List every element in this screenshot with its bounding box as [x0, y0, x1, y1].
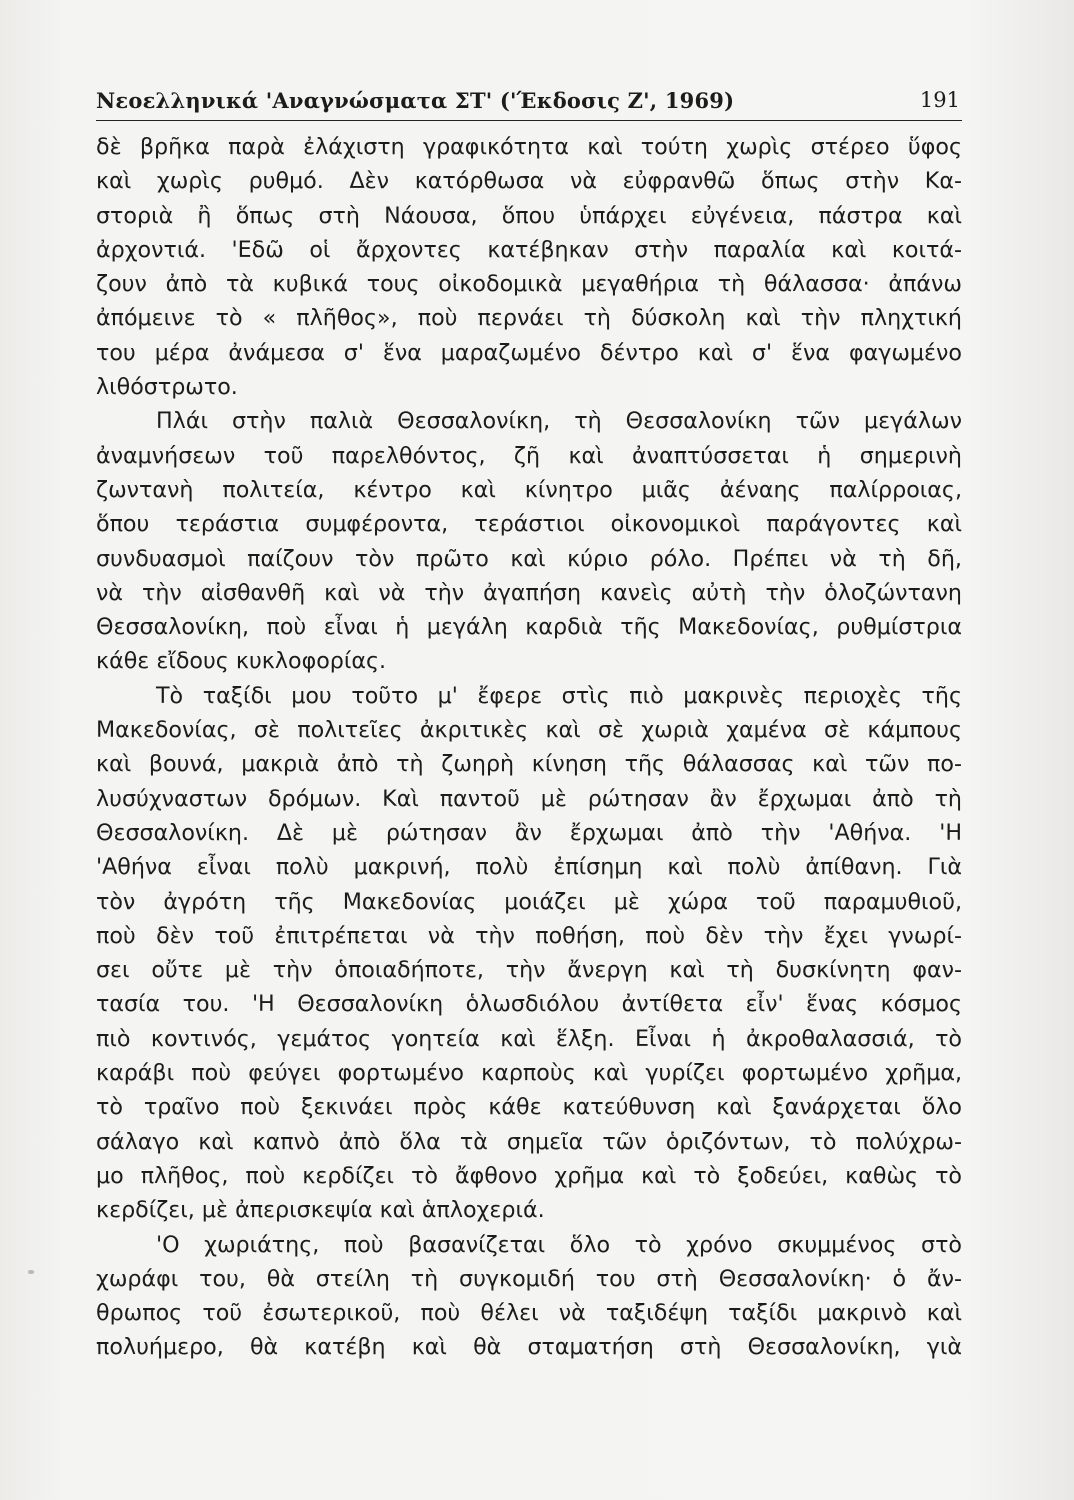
text-line: νὰ τὴν αἰσθανθῆ καὶ νὰ τὴν ἀγαπήση κανεὶς αὐτὴ τὴν ὁλοζώντανη	[96, 579, 962, 606]
text-line: σει οὔτε μὲ τὴν ὁποιαδήποτε, τὴν ἄνεργη καὶ τὴ δυσκίνητη φαν-	[96, 957, 962, 984]
text-line: Μακεδονίας, σὲ πολιτεῖες ἀκριτικὲς καὶ σὲ χωριὰ χαμένα σὲ κάμπους	[96, 717, 962, 744]
text-line: ὅπου τεράστια συμφέροντα, τεράστιοι οἰκονομικοὶ παράγοντες καὶ	[96, 511, 962, 538]
text-line: στοριὰ ἢ ὅπως στὴ Νάουσα, ὅπου ὑπάρχει εὐγένεια, πάστρα καὶ	[96, 202, 962, 229]
text-line: καράβι ποὺ φεύγει φορτωμένο καρποὺς καὶ γυρίζει φορτωμένο χρῆμα,	[96, 1060, 962, 1087]
text-line: δὲ βρῆκα παρὰ ἐλάχιστη γραφικότητα καὶ τούτη χωρὶς στέρεο ὕφος	[96, 134, 962, 160]
body-text	[96, 130, 962, 1365]
text-line: ζουν ἀπὸ τὰ κυβικά τους οἰκοδομικὰ μεγαθήρια τὴ θάλασσα· ἀπάνω	[96, 271, 962, 298]
text-line: χωράφι του, θὰ στείλη τὴ συγκομιδή του στὴ Θεσσαλονίκη· ὁ ἄν-	[96, 1265, 962, 1292]
text-line: καὶ βουνά, μακριὰ ἀπὸ τὴ ζωηρὴ κίνηση τῆς θάλασσας καὶ τῶν πο-	[96, 751, 962, 778]
text-line: τὸ τραῖνο ποὺ ξεκινάει πρὸς κάθε κατεύθυνση καὶ ξανάρχεται ὅλο	[96, 1094, 962, 1121]
text-line: ἀρχοντιά. 'Εδῶ οἱ ἄρχοντες κατέβηκαν στὴν παραλία καὶ κοιτά-	[96, 236, 962, 263]
text-line: καὶ χωρὶς ρυθμό. Δὲν κατόρθωσα νὰ εὐφρανθῶ ὅπως στὴν Κα-	[96, 168, 962, 195]
page-number: 191	[919, 88, 960, 112]
text-line: θρωπος τοῦ ἐσωτερικοῦ, ποὺ θέλει νὰ ταξιδέψη ταξίδι μακρινὸ καὶ	[96, 1300, 962, 1327]
paragraph	[96, 404, 962, 678]
text-line: 'Αθήνα εἶναι πολὺ μακρινή, πολὺ ἐπίσημη καὶ πολὺ ἀπίθανη. Γιὰ	[96, 854, 962, 881]
text-line: ζωντανὴ πολιτεία, κέντρο καὶ κίνητρο μιᾶς ἀέναης παλίρροιας,	[96, 476, 962, 503]
text-line: κερδίζει, μὲ ἀπερισκεψία καὶ ἁπλοχεριά.	[96, 1197, 545, 1224]
text-line: Πλάι στὴν παλιὰ Θεσσαλονίκη, τὴ Θεσσαλονίκη τῶν μεγάλων	[156, 408, 962, 435]
text-line: λιθόστρωτο.	[96, 374, 238, 401]
paragraph	[96, 130, 962, 404]
text-line: ποὺ δὲν τοῦ ἐπιτρέπεται νὰ τὴν ποθήση, ποὺ δὲν τὴν ἔχει γνωρί-	[96, 922, 962, 949]
paragraph	[96, 679, 962, 1228]
text-line: τὸν ἀγρότη τῆς Μακεδονίας μοιάζει μὲ χώρα τοῦ παραμυθιοῦ,	[96, 888, 962, 915]
text-line: λυσύχναστων δρόμων. Καὶ παντοῦ μὲ ρώτησαν ἂν ἔρχωμαι ἀπὸ τὴ	[96, 785, 962, 812]
text-line: Θεσσαλονίκη. Δὲ μὲ ρώτησαν ἂν ἔρχωμαι ἀπὸ τὴν 'Αθήνα. 'Η	[96, 819, 962, 846]
text-line: πιὸ κοντινός, γεμάτος γοητεία καὶ ἕλξη. Εἶναι ἡ ἀκροθαλασσιά, τὸ	[96, 1025, 962, 1052]
text-line: 'Ο χωριάτης, ποὺ βασανίζεται ὅλο τὸ χρόνο σκυμμένος στὸ	[156, 1231, 962, 1258]
text-line: ἀναμνήσεων τοῦ παρελθόντος, ζῆ καὶ ἀναπτύσσεται ἡ σημερινὴ	[96, 442, 962, 469]
text-line: του μέρα ἀνάμεσα σ' ἕνα μαραζωμένο δέντρο καὶ σ' ἕνα φαγωμένο	[96, 339, 962, 366]
text-line: ἀπόμεινε τὸ « πλῆθος», ποὺ περνάει τὴ δύσκολη καὶ τὴν πληχτική	[96, 305, 962, 332]
text-line: Τὸ ταξίδι μου τοῦτο μ' ἔφερε στὶς πιὸ μακρινὲς περιοχὲς τῆς	[156, 682, 962, 709]
running-header	[96, 80, 962, 121]
text-line: κάθε εἴδους κυκλοφορίας.	[96, 648, 387, 675]
header-title: Νεοελληνικά 'Αναγνώσματα ΣΤ' ('Έκδοσις Ζ', 1969)	[96, 88, 735, 113]
text-line: τασία του. 'Η Θεσσαλονίκη ὁλωσδιόλου ἀντίθετα εἶν' ἕνας κόσμος	[96, 991, 962, 1018]
text-line: σάλαγο καὶ καπνὸ ἀπὸ ὅλα τὰ σημεῖα τῶν ὁριζόντων, τὸ πολύχρω-	[96, 1128, 962, 1155]
text-line: μο πλῆθος, ποὺ κερδίζει τὸ ἄφθονο χρῆμα καὶ τὸ ξοδεύει, καθὼς τὸ	[96, 1162, 962, 1189]
paragraph	[96, 1228, 962, 1365]
margin-smudge	[28, 1270, 34, 1274]
text-line: Θεσσαλονίκη, ποὺ εἶναι ἡ μεγάλη καρδιὰ τῆς Μακεδονίας, ρυθμίστρια	[96, 614, 962, 641]
text-line: πολυήμερο, θὰ κατέβη καὶ θὰ σταματήση στὴ Θεσσαλονίκη, γιὰ	[96, 1334, 962, 1361]
text-line: συνδυασμοὶ παίζουν τὸν πρῶτο καὶ κύριο ρόλο. Πρέπει νὰ τὴ δῆ,	[96, 545, 962, 572]
